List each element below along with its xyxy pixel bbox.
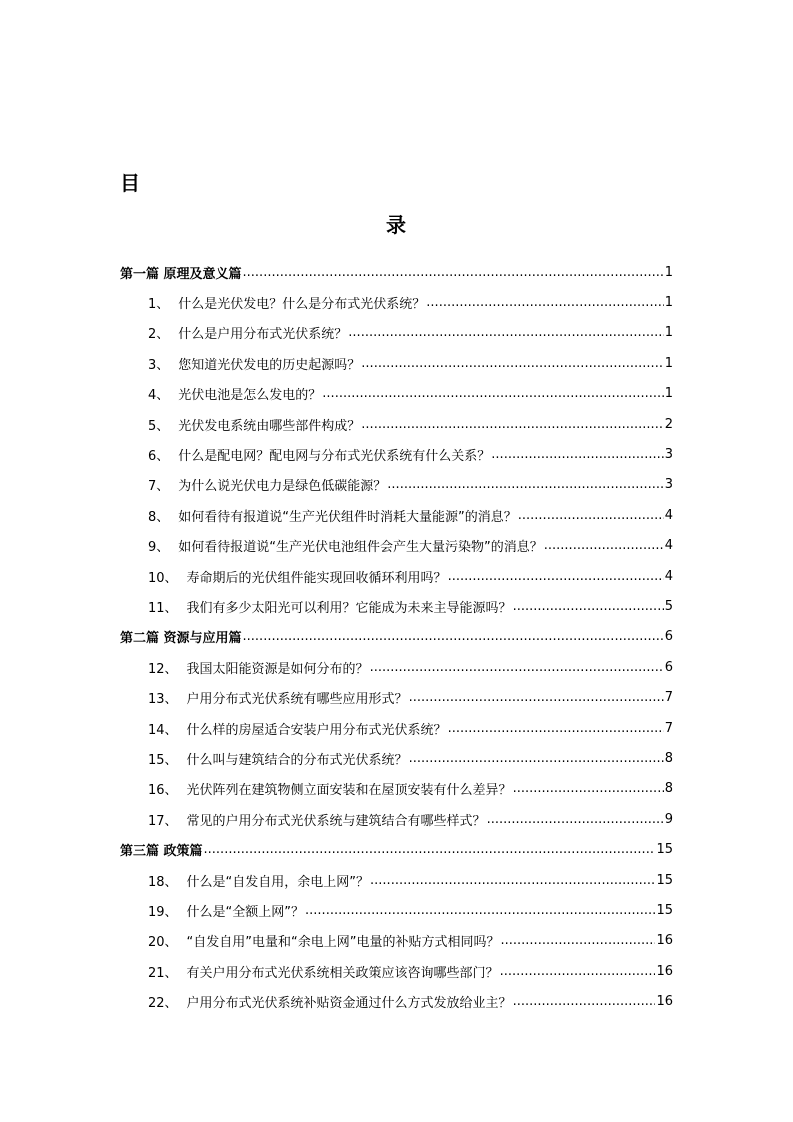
toc-entry[interactable] [120,409,673,439]
toc-dot-leader [448,569,664,584]
toc-section-entry[interactable] [120,257,673,287]
toc-entry-title: 如何看待报道说“生产光伏电池组件会产生大量污染物”的消息？ [178,540,543,556]
toc-entry-title: 什么是光伏发电？什么是分布式光伏系统？ [178,297,426,313]
toc-page-number: 16 [656,994,673,1010]
toc-page-number: 6 [664,629,673,645]
toc-entry[interactable] [120,439,673,469]
toc-entry-number: 10、 [148,570,178,586]
toc-page-number: 2 [664,416,673,432]
table-of-contents [120,257,673,1017]
toc-entry[interactable] [120,379,673,409]
toc-dot-leader [518,508,664,523]
toc-entry[interactable] [120,470,673,500]
toc-dot-leader [491,447,663,462]
toc-entry-number: 20、 [148,935,178,951]
toc-page-number: 1 [664,264,673,280]
toc-entry[interactable] [120,348,673,378]
toc-entry-number: 8、 [148,509,170,525]
toc-entry-title: 有关户用分布式光伏系统相关政策应该咨询哪些部门？ [186,965,499,981]
toc-page-number: 8 [664,781,673,797]
toc-dot-leader [448,721,664,736]
toc-entry-number: 3、 [148,357,170,373]
toc-dot-leader [370,873,655,888]
toc-dot-leader [409,690,664,705]
toc-page-number: 7 [664,720,673,736]
toc-entry-number: 19、 [148,904,178,920]
toc-page-number: 9 [664,811,673,827]
toc-page-number: 4 [664,507,673,523]
toc-dot-leader [361,356,663,371]
toc-dot-leader [305,903,655,918]
toc-entry-number: 12、 [148,661,178,677]
toc-dot-leader [243,629,664,644]
toc-dot-leader [387,477,663,492]
toc-section-entry[interactable] [120,622,673,652]
toc-page-number: 8 [664,750,673,766]
toc-entry-number: 16、 [148,783,178,799]
toc-entry[interactable] [120,652,673,682]
toc-section-title: 第二篇 资源与应用篇 [120,631,242,647]
toc-entry[interactable] [120,287,673,317]
toc-page-number: 1 [664,386,673,402]
toc-dot-leader [513,994,656,1009]
toc-page-number: 7 [664,690,673,706]
toc-entry-title: 户用分布式光伏系统有哪些应用形式？ [186,692,408,708]
toc-entry-number: 21、 [148,965,178,981]
toc-entry[interactable] [120,591,673,621]
toc-dot-leader [487,812,664,827]
toc-page-number: 4 [664,538,673,554]
toc-entry-number: 9、 [148,540,170,556]
toc-page-number: 16 [656,963,673,979]
toc-entry[interactable] [120,713,673,743]
toc-entry-title: 什么叫与建筑结合的分布式光伏系统？ [186,752,408,768]
toc-dot-leader [426,295,663,310]
toc-entry-title: 什么是“全额上网”？ [186,904,305,920]
toc-dot-leader [500,964,656,979]
toc-entry-title: 光伏阵列在建筑物侧立面安装和在屋顶安装有什么差异？ [186,783,512,799]
toc-page-number: 4 [664,568,673,584]
toc-entry-title: 常见的户用分布式光伏系统与建筑结合有哪些样式？ [186,813,486,829]
toc-entry-title: 我们有多少太阳光可以利用？它能成为未来主导能源吗？ [186,600,512,616]
toc-entry[interactable] [120,956,673,986]
toc-entry-title: 为什么说光伏电力是绿色低碳能源？ [178,479,387,495]
toc-page-number: 3 [664,477,673,493]
toc-entry-title: 如何看待有报道说“生产光伏组件时消耗大量能源”的消息？ [178,509,517,525]
toc-entry-number: 7、 [148,479,170,495]
toc-page-number: 1 [664,355,673,371]
toc-entry-title: 我国太阳能资源是如何分布的？ [186,661,369,677]
toc-entry[interactable] [120,895,673,925]
toc-entry-number: 17、 [148,813,178,829]
toc-entry-title: 什么是“自发自用，余电上网”？ [186,874,370,890]
toc-page-number: 5 [664,598,673,614]
toc-entry-number: 15、 [148,752,178,768]
toc-page-number: 1 [664,325,673,341]
toc-section-entry[interactable] [120,834,673,864]
toc-entry-number: 2、 [148,327,170,343]
toc-entry-title: 什么是户用分布式光伏系统？ [178,327,348,343]
toc-dot-leader [243,265,664,280]
toc-entry-title: 寿命期后的光伏组件能实现回收循环利用吗？ [186,570,447,586]
toc-page-number: 15 [656,842,673,858]
toc-entry-title: 光伏发电系统由哪些部件构成？ [178,418,361,434]
toc-entry-number: 11、 [148,600,178,616]
toc-entry-number: 18、 [148,874,178,890]
toc-entry-title: 您知道光伏发电的历史起源吗？ [178,357,361,373]
toc-entry[interactable] [120,774,673,804]
toc-entry-title: 什么是配电网？配电网与分布式光伏系统有什么关系？ [178,449,491,465]
toc-section-title: 第三篇 政策篇 [120,844,203,860]
toc-heading-char-2: 录 [386,213,406,237]
toc-page-number: 1 [664,295,673,311]
toc-dot-leader [409,751,664,766]
toc-entry[interactable] [120,500,673,530]
toc-entry[interactable] [120,804,673,834]
toc-entry[interactable] [120,986,673,1016]
toc-page-number: 3 [664,447,673,463]
toc-entry-number: 6、 [148,449,170,465]
toc-entry[interactable] [120,561,673,591]
toc-page-number: 15 [656,872,673,888]
toc-entry[interactable] [120,865,673,895]
toc-entry[interactable] [120,926,673,956]
toc-page-number: 16 [656,933,673,949]
toc-entry[interactable] [120,531,673,561]
toc-dot-leader [544,538,664,553]
toc-section-title: 第一篇 原理及意义篇 [120,266,242,282]
toc-dot-leader [204,842,656,857]
toc-dot-leader [513,781,664,796]
toc-entry-number: 4、 [148,388,170,404]
toc-entry-title: “自发自用”电量和“余电上网”电量的补贴方式相同吗？ [186,935,500,951]
toc-entry-number: 5、 [148,418,170,434]
toc-dot-leader [348,325,663,340]
toc-entry-number: 22、 [148,996,178,1012]
toc-entry-number: 14、 [148,722,178,738]
toc-entry-number: 13、 [148,692,178,708]
toc-entry[interactable] [120,318,673,348]
toc-page-number: 6 [664,659,673,675]
toc-dot-leader [370,660,664,675]
toc-page-number: 15 [656,902,673,918]
toc-entry-title: 什么样的房屋适合安装户用分布式光伏系统？ [186,722,447,738]
toc-entry-title: 光伏电池是怎么发电的？ [178,388,322,404]
toc-entry-number: 1、 [148,297,170,313]
toc-entry[interactable] [120,682,673,712]
toc-dot-leader [501,933,656,948]
toc-entry[interactable] [120,743,673,773]
toc-entry-title: 户用分布式光伏系统补贴资金通过什么方式发放给业主？ [186,996,512,1012]
toc-dot-leader [361,417,663,432]
toc-dot-leader [322,386,663,401]
toc-heading-char-1: 目 [120,171,140,195]
toc-dot-leader [513,599,664,614]
